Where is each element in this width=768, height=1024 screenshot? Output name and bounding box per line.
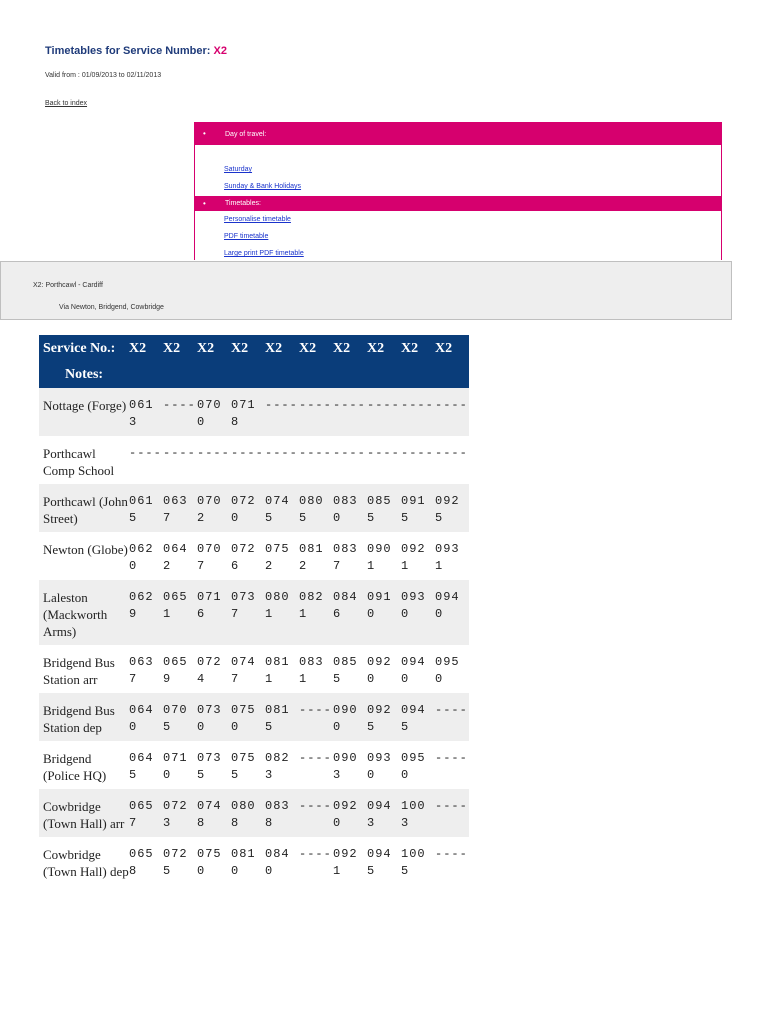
departure-time: ---- <box>299 837 333 885</box>
departure-time: 071 0 <box>163 741 197 789</box>
departure-time: 071 8 <box>231 388 265 436</box>
notes-label: Notes: <box>39 362 129 388</box>
table-row <box>39 789 469 837</box>
table-row <box>39 484 469 532</box>
departure-time: ---- <box>197 436 231 484</box>
departure-time: 063 7 <box>163 484 197 532</box>
departure-time: ---- <box>299 388 333 436</box>
departure-time: ---- <box>401 436 435 484</box>
departure-time: 072 0 <box>231 484 265 532</box>
service-number-header: X2 <box>435 335 469 362</box>
notes-row <box>39 362 469 388</box>
departure-time: 072 4 <box>197 645 231 693</box>
departure-time: 082 1 <box>299 580 333 645</box>
stop-name: Newton (Globe) <box>39 532 129 580</box>
departure-time: 065 7 <box>129 789 163 837</box>
departure-time: 082 3 <box>265 741 299 789</box>
departure-time: ---- <box>299 741 333 789</box>
stop-name: Bridgend Bus Station dep <box>39 693 129 741</box>
table-row <box>39 645 469 693</box>
departure-time: 070 5 <box>163 693 197 741</box>
departure-time: ---- <box>435 741 469 789</box>
service-no-label: Service No.: <box>39 335 129 362</box>
departure-time: 083 7 <box>333 532 367 580</box>
departure-time: ---- <box>129 436 163 484</box>
large-print-pdf-timetable-link[interactable]: Large print PDF timetable <box>224 250 304 257</box>
departure-time: ---- <box>435 436 469 484</box>
valid-dates: Valid from : 01/09/2013 to 02/11/2013 <box>45 72 162 79</box>
departure-time: 072 6 <box>231 532 265 580</box>
timetables-label: Timetables: <box>225 200 261 207</box>
personalise-timetable-link[interactable]: Personalise timetable <box>224 216 291 223</box>
departure-time: 072 3 <box>163 789 197 837</box>
stop-name: Bridgend (Police HQ) <box>39 741 129 789</box>
departure-time: ---- <box>299 436 333 484</box>
service-number-header: X2 <box>163 335 197 362</box>
departure-time: 091 0 <box>367 580 401 645</box>
stop-name: Nottage (Forge) <box>39 388 129 436</box>
timetable-body <box>39 388 469 885</box>
departure-time: 081 0 <box>231 837 265 885</box>
service-number: X2 <box>213 45 227 57</box>
departure-time: 073 7 <box>231 580 265 645</box>
service-number-header: X2 <box>367 335 401 362</box>
departure-time: 065 8 <box>129 837 163 885</box>
departure-time: ---- <box>367 436 401 484</box>
departure-time: 064 2 <box>163 532 197 580</box>
table-row <box>39 436 469 484</box>
departure-time: 093 0 <box>367 741 401 789</box>
departure-time: 092 1 <box>333 837 367 885</box>
departure-time: 062 0 <box>129 532 163 580</box>
service-number-header: X2 <box>129 335 163 362</box>
departure-time: ---- <box>265 436 299 484</box>
table-row <box>39 693 469 741</box>
departure-time: 065 9 <box>163 645 197 693</box>
departure-time: 100 5 <box>401 837 435 885</box>
table-row <box>39 388 469 436</box>
stop-name: Bridgend Bus Station arr <box>39 645 129 693</box>
page-title <box>45 45 227 57</box>
stop-name: Porthcawl Comp School <box>39 436 129 484</box>
departure-time: 090 3 <box>333 741 367 789</box>
departure-time: 061 3 <box>129 388 163 436</box>
back-to-index-link[interactable]: Back to index <box>45 100 88 107</box>
departure-time: 081 5 <box>265 693 299 741</box>
sunday-bank-holidays-link[interactable]: Sunday & Bank Holidays <box>224 183 302 190</box>
departure-time: 084 0 <box>265 837 299 885</box>
departure-time: 071 6 <box>197 580 231 645</box>
departure-time: ---- <box>435 789 469 837</box>
timetable <box>39 335 469 885</box>
table-row <box>39 580 469 645</box>
route-info-box <box>0 261 732 320</box>
table-row <box>39 741 469 789</box>
departure-time: 092 5 <box>367 693 401 741</box>
departure-time: ---- <box>299 789 333 837</box>
departure-time: 083 8 <box>265 789 299 837</box>
bullet-icon: • <box>203 198 206 208</box>
departure-time: 094 5 <box>401 693 435 741</box>
departure-time: 074 5 <box>265 484 299 532</box>
departure-time: 092 1 <box>401 532 435 580</box>
departure-time: 064 0 <box>129 693 163 741</box>
departure-time: 075 2 <box>265 532 299 580</box>
departure-time: 083 0 <box>333 484 367 532</box>
departure-time: ---- <box>299 693 333 741</box>
day-of-travel-header <box>195 123 721 145</box>
departure-time: 094 0 <box>401 645 435 693</box>
departure-time: 090 1 <box>367 532 401 580</box>
departure-time: ---- <box>163 388 197 436</box>
departure-time: 073 5 <box>197 741 231 789</box>
departure-time: 081 1 <box>265 645 299 693</box>
day-of-travel-label: Day of travel: <box>225 131 267 138</box>
departure-time: 100 3 <box>401 789 435 837</box>
options-menu <box>194 122 722 260</box>
departure-time: 091 5 <box>401 484 435 532</box>
departure-time: 061 5 <box>129 484 163 532</box>
service-number-header: X2 <box>333 335 367 362</box>
departure-time: 081 2 <box>299 532 333 580</box>
service-number-header: X2 <box>401 335 435 362</box>
departure-time: ---- <box>401 388 435 436</box>
departure-time: ---- <box>367 388 401 436</box>
page-title-prefix: Timetables for Service Number: <box>45 45 214 57</box>
departure-time: 074 7 <box>231 645 265 693</box>
route-name: X2: Porthcawl - Cardiff <box>33 282 103 289</box>
service-number-header: X2 <box>231 335 265 362</box>
table-row <box>39 532 469 580</box>
timetables-header <box>195 196 721 211</box>
departure-time: 093 1 <box>435 532 469 580</box>
notes-fill <box>129 362 469 388</box>
departure-time: 063 7 <box>129 645 163 693</box>
departure-time: 070 7 <box>197 532 231 580</box>
service-number-header: X2 <box>299 335 333 362</box>
departure-time: 070 0 <box>197 388 231 436</box>
route-via: Via Newton, Bridgend, Cowbridge <box>59 304 164 311</box>
departure-time: 085 5 <box>367 484 401 532</box>
departure-time: 094 0 <box>435 580 469 645</box>
departure-time: ---- <box>435 388 469 436</box>
departure-time: 084 6 <box>333 580 367 645</box>
departure-time: 092 0 <box>367 645 401 693</box>
departure-time: 092 5 <box>435 484 469 532</box>
departure-time: 075 0 <box>231 693 265 741</box>
departure-time: 072 5 <box>163 837 197 885</box>
departure-time: ---- <box>163 436 197 484</box>
departure-time: 092 0 <box>333 789 367 837</box>
stop-name: Cowbridge (Town Hall) dep <box>39 837 129 885</box>
departure-time: 094 5 <box>367 837 401 885</box>
departure-time: 085 5 <box>333 645 367 693</box>
departure-time: 094 3 <box>367 789 401 837</box>
departure-time: 070 2 <box>197 484 231 532</box>
stop-name: Cowbridge (Town Hall) arr <box>39 789 129 837</box>
timetable-header-row <box>39 335 469 362</box>
saturday-link[interactable]: Saturday <box>224 166 253 173</box>
departure-time: ---- <box>333 388 367 436</box>
stop-name: Porthcawl (John Street) <box>39 484 129 532</box>
pdf-timetable-link[interactable]: PDF timetable <box>224 233 269 240</box>
departure-time: 095 0 <box>401 741 435 789</box>
departure-time: 080 1 <box>265 580 299 645</box>
bullet-icon: • <box>203 129 206 138</box>
departure-time: ---- <box>435 693 469 741</box>
departure-time: 095 0 <box>435 645 469 693</box>
departure-time: 073 0 <box>197 693 231 741</box>
stop-name: Laleston (Mackworth Arms) <box>39 580 129 645</box>
departure-time: 075 5 <box>231 741 265 789</box>
departure-time: 064 5 <box>129 741 163 789</box>
departure-time: ---- <box>265 388 299 436</box>
departure-time: 080 8 <box>231 789 265 837</box>
departure-time: 075 0 <box>197 837 231 885</box>
departure-time: ---- <box>231 436 265 484</box>
departure-time: 080 5 <box>299 484 333 532</box>
departure-time: 074 8 <box>197 789 231 837</box>
departure-time: 090 0 <box>333 693 367 741</box>
service-number-header: X2 <box>197 335 231 362</box>
departure-time: 083 1 <box>299 645 333 693</box>
service-number-header: X2 <box>265 335 299 362</box>
departure-time: ---- <box>333 436 367 484</box>
departure-time: 093 0 <box>401 580 435 645</box>
departure-time: ---- <box>435 837 469 885</box>
table-row <box>39 837 469 885</box>
departure-time: 062 9 <box>129 580 163 645</box>
departure-time: 065 1 <box>163 580 197 645</box>
